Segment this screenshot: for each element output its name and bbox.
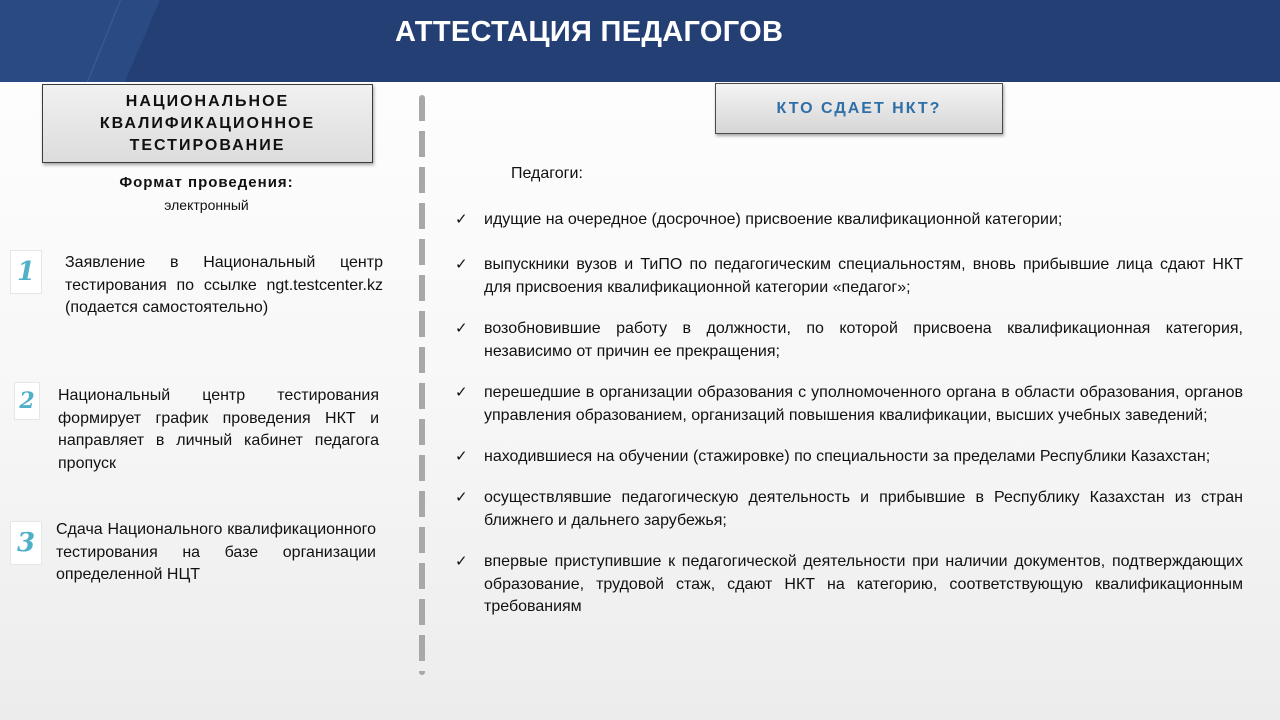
check-icon: ✓ xyxy=(455,211,468,228)
criteria-text: перешедшие в организации образования с уполномоченного органа в области образования, органов управления образованием, организаций повышения квалификации, высших учебных заведений; xyxy=(484,384,1243,424)
format-label: Формат проведения: xyxy=(119,174,294,191)
criteria-text: выпускники вузов и ТиПО по педагогическим специальностям, вновь прибывшие лица сдают НКТ для присвоения квалификационной категории «педагог»; xyxy=(484,256,1243,296)
check-icon: ✓ xyxy=(455,448,468,465)
criteria-text: возобновившие работу в должности, по которой присвоена квалификационная категория, независимо от причин ее прекращения; xyxy=(484,320,1243,360)
teachers-intro: Педагоги: xyxy=(511,165,583,182)
header-banner xyxy=(0,0,1280,82)
check-icon: ✓ xyxy=(455,553,468,570)
nkt-title-line-1: НАЦИОНАЛЬНОЕ xyxy=(125,92,290,110)
criteria-text: осуществлявшие педагогическую деятельность и прибывшие в Республику Казахстан из стран ближнего и дальнего зарубежья; xyxy=(484,489,1243,529)
criteria-text: впервые приступившие к педагогической деятельности при наличии документов, подтверждающих образование, трудовой стаж, сдают НКТ на категорию, соответствующую квалификационным требованиям xyxy=(484,553,1243,615)
nkt-title-line-3: ТЕСТИРОВАНИЕ xyxy=(129,136,286,154)
page-title: АТТЕСТАЦИЯ ПЕДАГОГОВ xyxy=(395,16,784,48)
step-3-number-icon: 3 xyxy=(10,521,42,565)
nkt-title-box xyxy=(42,84,373,163)
step-3-text: Сдача Национального квалификационного тестирования на базе организации определенной НЦТ xyxy=(56,521,376,583)
who-takes-nkt-box: КТО СДАЕТ НКТ? xyxy=(715,83,1003,134)
check-icon: ✓ xyxy=(455,384,468,401)
criteria-item xyxy=(455,551,1243,619)
criteria-item xyxy=(455,318,1243,363)
criteria-item xyxy=(455,487,1243,532)
check-icon: ✓ xyxy=(455,320,468,337)
criteria-item xyxy=(455,382,1243,427)
check-icon: ✓ xyxy=(455,489,468,506)
step-2-number-icon: 2 xyxy=(14,382,40,420)
nkt-title-line-2: КВАЛИФИКАЦИОННОЕ xyxy=(99,114,316,132)
step-1-number-icon: 1 xyxy=(10,250,42,294)
format-value: электронный xyxy=(164,197,249,213)
criteria-text: находившиеся на обучении (стажировке) по специальности за пределами Республики Казахстан; xyxy=(484,448,1211,465)
step-2-text: Национальный центр тестирования формирует график проведения НКТ и направляет в личный кабинет педагога пропуск xyxy=(58,387,379,472)
dashed-divider xyxy=(419,95,425,675)
step-1-text: Заявление в Национальный центр тестирования по ссылке ngt.testcenter.kz (подается самостоятельно) xyxy=(65,254,383,316)
criteria-item xyxy=(455,209,1243,232)
criteria-item xyxy=(455,254,1243,299)
criteria-text: идущие на очередное (досрочное) присвоение квалификационной категории; xyxy=(484,211,1063,228)
check-icon: ✓ xyxy=(455,256,468,273)
criteria-item xyxy=(455,446,1243,469)
header-decoration xyxy=(0,0,160,82)
